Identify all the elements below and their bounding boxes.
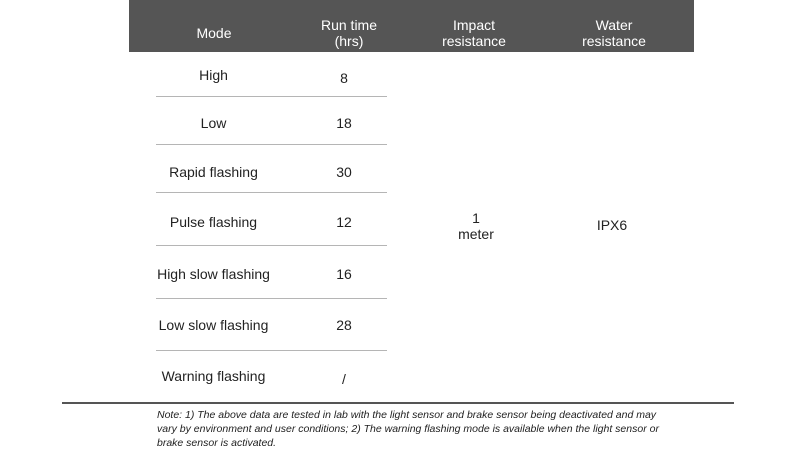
header-run-time <box>304 17 394 49</box>
impact-value-line2: meter <box>458 226 494 242</box>
row-divider <box>156 144 387 145</box>
header-water-line1: Water <box>595 17 633 33</box>
row-divider <box>156 192 387 193</box>
row-run-time: 16 <box>336 266 352 282</box>
footnote: Note: 1) The above data are tested in lab with the light sensor and brake sensor being deactivated and may vary by environment and user conditions; 2) The warning flashing mode is available when the light sensor or brake sensor is activated. <box>157 409 659 449</box>
row-run-time: 30 <box>336 164 352 180</box>
row-divider <box>156 298 387 299</box>
row-run-time: / <box>342 371 346 387</box>
impact-value-line1: 1 <box>472 210 480 226</box>
header-impact-line2: resistance <box>442 33 506 49</box>
row-run-time: 18 <box>336 115 352 131</box>
row-run-time: 12 <box>336 214 352 230</box>
header-mode-label: Mode <box>196 25 232 41</box>
header-run-time-line2: (hrs) <box>334 33 364 49</box>
row-divider <box>156 350 387 351</box>
water-resistance-value: IPX6 <box>596 217 628 233</box>
row-mode: Low slow flashing <box>158 317 269 333</box>
header-water-resistance <box>564 17 664 49</box>
row-divider <box>156 96 387 97</box>
row-mode: Rapid flashing <box>169 164 258 180</box>
header-impact-line1: Impact <box>452 17 495 33</box>
row-mode: High <box>199 67 228 83</box>
header-run-time-line1: Run time <box>320 17 378 33</box>
row-divider <box>156 245 387 246</box>
row-mode: Warning flashing <box>161 368 266 384</box>
header-mode <box>129 25 299 41</box>
row-run-time: 28 <box>336 317 352 333</box>
impact-resistance-value <box>440 210 512 242</box>
row-mode: Low <box>200 115 227 131</box>
row-run-time: 8 <box>340 70 348 86</box>
row-mode: High slow flashing <box>157 266 270 282</box>
row-mode: Pulse flashing <box>169 214 258 230</box>
table-bottom-rule <box>62 402 734 404</box>
header-water-line2: resistance <box>582 33 646 49</box>
header-impact-resistance <box>420 17 528 49</box>
